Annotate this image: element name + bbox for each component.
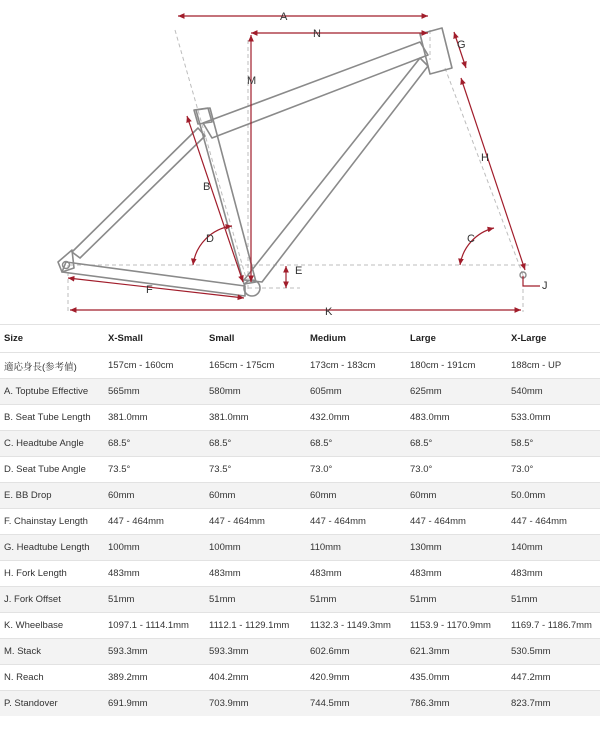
table-cell: 1132.3 - 1149.3mm xyxy=(306,613,406,639)
table-cell: 565mm xyxy=(104,379,205,405)
table-cell: 621.3mm xyxy=(406,639,507,665)
label-n: N xyxy=(313,28,321,40)
table-cell: 1097.1 - 1114.1mm xyxy=(104,613,205,639)
table-cell: 157cm - 160cm xyxy=(104,353,205,379)
table-cell: 389.2mm xyxy=(104,665,205,691)
geometry-svg xyxy=(0,0,600,322)
table-cell: 51mm xyxy=(507,587,600,613)
table-cell: 51mm xyxy=(205,587,306,613)
table-cell: 703.9mm xyxy=(205,691,306,717)
label-a: A xyxy=(280,11,288,23)
label-k: K xyxy=(325,306,333,318)
table-cell: 483mm xyxy=(406,561,507,587)
table-cell: 602.6mm xyxy=(306,639,406,665)
table-cell: 605mm xyxy=(306,379,406,405)
header-x-large: X-Large xyxy=(507,325,600,353)
header-x-small: X-Small xyxy=(104,325,205,353)
table-row xyxy=(0,613,600,639)
table-cell: 447 - 464mm xyxy=(306,509,406,535)
row-label: G. Headtube Length xyxy=(0,535,104,561)
table-row xyxy=(0,691,600,717)
table-cell: 68.5° xyxy=(205,431,306,457)
table-cell: 447 - 464mm xyxy=(406,509,507,535)
table-row xyxy=(0,379,600,405)
bike-frame xyxy=(58,28,452,296)
table-cell: 50.0mm xyxy=(507,483,600,509)
table-cell: 744.5mm xyxy=(306,691,406,717)
table-cell: 404.2mm xyxy=(205,665,306,691)
table-cell: 593.3mm xyxy=(104,639,205,665)
label-h: H xyxy=(481,152,489,164)
table-cell: 823.7mm xyxy=(507,691,600,717)
label-d: D xyxy=(206,233,214,245)
table-cell: 381.0mm xyxy=(104,405,205,431)
table-cell: 165cm - 175cm xyxy=(205,353,306,379)
table-cell: 483mm xyxy=(306,561,406,587)
row-label: A. Toptube Effective xyxy=(0,379,104,405)
row-label: B. Seat Tube Length xyxy=(0,405,104,431)
frame-geometry-diagram xyxy=(0,0,600,322)
row-label: F. Chainstay Length xyxy=(0,509,104,535)
table-cell: 188cm - UP xyxy=(507,353,600,379)
table-row xyxy=(0,639,600,665)
table-cell: 60mm xyxy=(104,483,205,509)
dimension-lines xyxy=(68,16,540,310)
table-cell: 73.0° xyxy=(306,457,406,483)
table-row xyxy=(0,535,600,561)
row-label: C. Headtube Angle xyxy=(0,431,104,457)
table-row xyxy=(0,509,600,535)
label-e: E xyxy=(295,265,303,277)
row-label: D. Seat Tube Angle xyxy=(0,457,104,483)
table-cell: 530.5mm xyxy=(507,639,600,665)
table-cell: 447 - 464mm xyxy=(205,509,306,535)
label-c: C xyxy=(467,233,475,245)
table-cell: 130mm xyxy=(406,535,507,561)
label-b: B xyxy=(203,181,211,193)
table-cell: 625mm xyxy=(406,379,507,405)
table-cell: 533.0mm xyxy=(507,405,600,431)
table-cell: 786.3mm xyxy=(406,691,507,717)
row-label: J. Fork Offset xyxy=(0,587,104,613)
table-cell: 173cm - 183cm xyxy=(306,353,406,379)
table-row xyxy=(0,587,600,613)
table-cell: 73.5° xyxy=(205,457,306,483)
table-row xyxy=(0,405,600,431)
label-g: G xyxy=(457,39,466,51)
table-cell: 447 - 464mm xyxy=(507,509,600,535)
table-cell: 381.0mm xyxy=(205,405,306,431)
table-cell: 447 - 464mm xyxy=(104,509,205,535)
table-cell: 432.0mm xyxy=(306,405,406,431)
header-large: Large xyxy=(406,325,507,353)
table-cell: 1112.1 - 1129.1mm xyxy=(205,613,306,639)
table-cell: 110mm xyxy=(306,535,406,561)
table-row xyxy=(0,665,600,691)
header-size: Size xyxy=(0,325,104,353)
table-cell: 100mm xyxy=(104,535,205,561)
row-label: N. Reach xyxy=(0,665,104,691)
table-cell: 100mm xyxy=(205,535,306,561)
table-cell: 140mm xyxy=(507,535,600,561)
row-label: 適応身長(参考値) xyxy=(0,353,104,379)
table-cell: 1169.7 - 1186.7mm xyxy=(507,613,600,639)
table-cell: 483mm xyxy=(507,561,600,587)
table-cell: 68.5° xyxy=(406,431,507,457)
label-m: M xyxy=(247,75,257,87)
table-cell: 73.5° xyxy=(104,457,205,483)
table-cell: 580mm xyxy=(205,379,306,405)
table-cell: 51mm xyxy=(104,587,205,613)
row-label: M. Stack xyxy=(0,639,104,665)
table-cell: 483mm xyxy=(205,561,306,587)
table-cell: 73.0° xyxy=(507,457,600,483)
header-medium: Medium xyxy=(306,325,406,353)
table-row xyxy=(0,431,600,457)
table-row xyxy=(0,561,600,587)
table-cell: 483.0mm xyxy=(406,405,507,431)
row-label: H. Fork Length xyxy=(0,561,104,587)
table-cell: 73.0° xyxy=(406,457,507,483)
table-cell: 447.2mm xyxy=(507,665,600,691)
table-cell: 58.5° xyxy=(507,431,600,457)
table-cell: 60mm xyxy=(205,483,306,509)
row-label: E. BB Drop xyxy=(0,483,104,509)
table-cell: 68.5° xyxy=(104,431,205,457)
table-cell: 691.9mm xyxy=(104,691,205,717)
table-cell: 540mm xyxy=(507,379,600,405)
table-row xyxy=(0,353,600,379)
table-header-row xyxy=(0,325,600,353)
table-cell: 180cm - 191cm xyxy=(406,353,507,379)
table-cell: 51mm xyxy=(306,587,406,613)
table-cell: 483mm xyxy=(104,561,205,587)
geometry-table xyxy=(0,324,600,716)
table-cell: 60mm xyxy=(406,483,507,509)
table-cell: 1153.9 - 1170.9mm xyxy=(406,613,507,639)
row-label: P. Standover xyxy=(0,691,104,717)
table-row xyxy=(0,457,600,483)
row-label: K. Wheelbase xyxy=(0,613,104,639)
header-small: Small xyxy=(205,325,306,353)
table-cell: 51mm xyxy=(406,587,507,613)
label-j: J xyxy=(542,280,548,292)
table-cell: 593.3mm xyxy=(205,639,306,665)
table-cell: 420.9mm xyxy=(306,665,406,691)
table-row xyxy=(0,483,600,509)
label-f: F xyxy=(146,284,153,296)
table-cell: 68.5° xyxy=(306,431,406,457)
table-cell: 60mm xyxy=(306,483,406,509)
table-cell: 435.0mm xyxy=(406,665,507,691)
